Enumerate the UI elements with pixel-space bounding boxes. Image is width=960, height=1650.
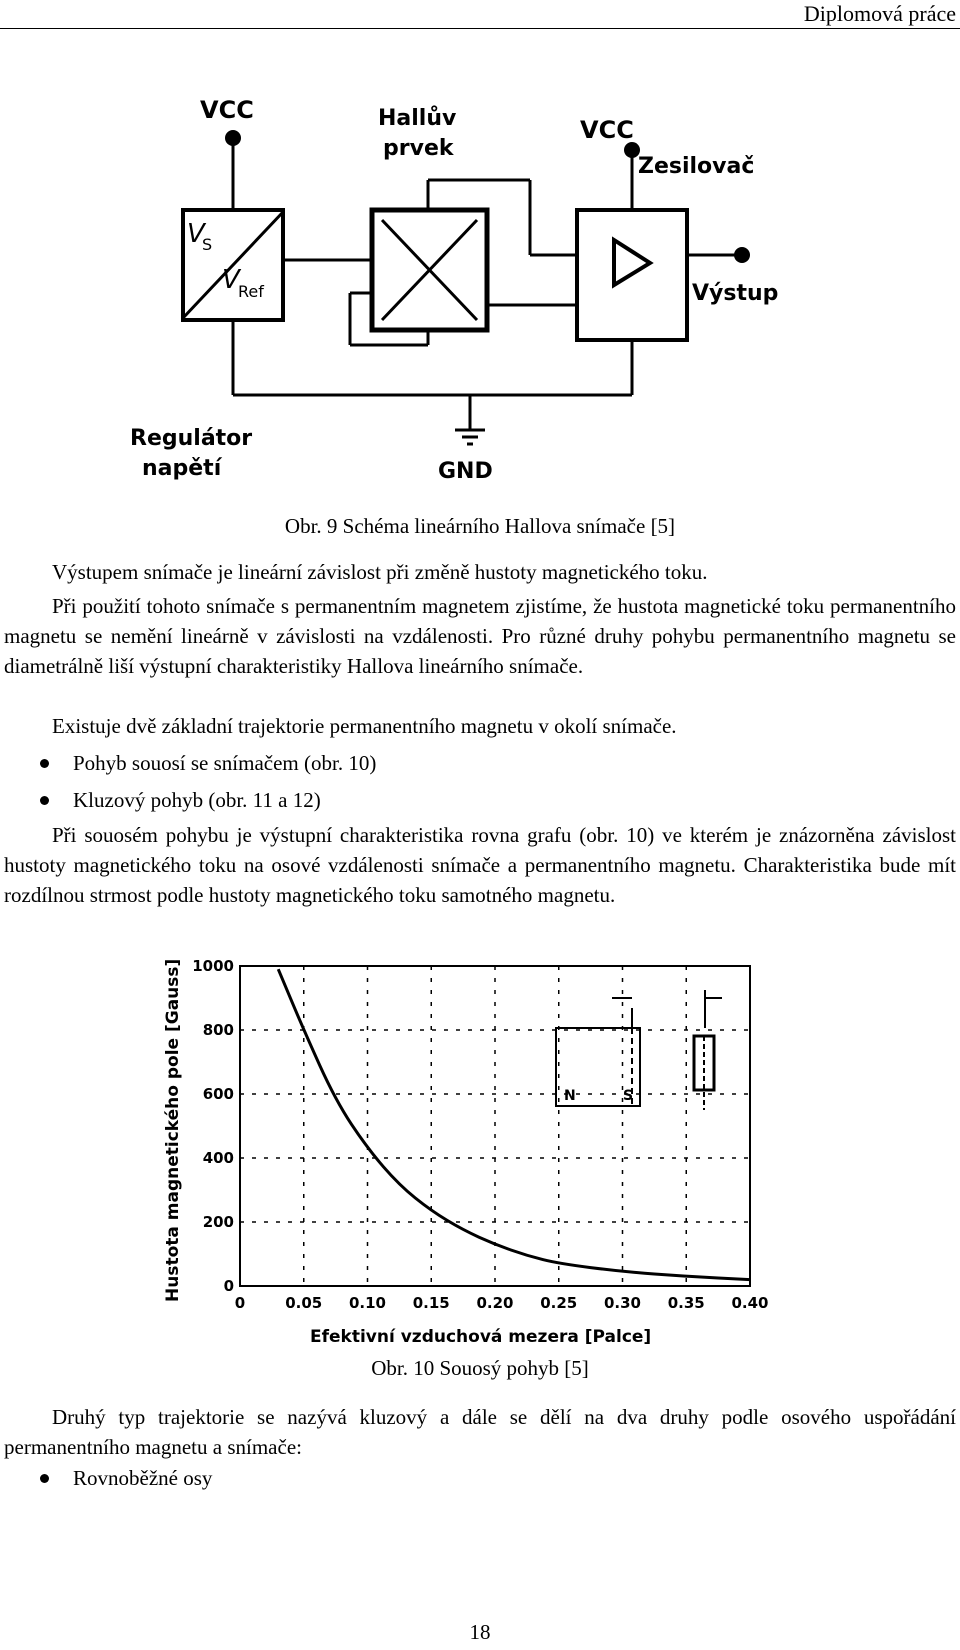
magnet-s-label: S — [623, 1088, 634, 1104]
magnet-diagram — [556, 990, 722, 1110]
y-tick-label: 0 — [223, 1277, 234, 1295]
x-tick-label: 0.40 — [731, 1294, 769, 1312]
vcc-left-label: VCC — [200, 96, 254, 124]
paragraph-1: Výstupem snímače je lineární závislost při změně hustoty magnetického toku. — [52, 560, 708, 584]
bullet-icon — [40, 796, 49, 805]
paragraph-5: Druhý typ trajektorie se nazývá kluzový a dále se dělí na dva druhy podle osového uspořádání permanentního magnetu a snímače: — [4, 1405, 956, 1459]
hall-sensor-schematic — [0, 60, 960, 510]
x-tick-label: 0.25 — [540, 1294, 578, 1312]
y-tick-label: 1000 — [192, 957, 234, 975]
y-tick-label: 400 — [202, 1149, 234, 1167]
vref-sub-label: Ref — [238, 282, 264, 301]
x-tick-label: 0.10 — [348, 1294, 387, 1312]
figure9-caption: Obr. 9 Schéma lineárního Hallova snímače [5] — [284, 514, 676, 538]
x-tick-label: 0.15 — [412, 1294, 450, 1312]
bullet-icon — [40, 759, 49, 768]
vref-label: V — [222, 265, 240, 295]
vs-sub-label: S — [202, 235, 213, 254]
y-tick-label: 600 — [202, 1085, 234, 1103]
hall-label-line2: prvek — [383, 136, 454, 161]
bullet-icon — [40, 1474, 49, 1483]
vs-label: V — [187, 219, 205, 249]
x-axis-label: Efektivní vzduchová mezera [Palce] — [310, 1327, 652, 1347]
x-tick-label: 0.05 — [285, 1294, 323, 1312]
magnetic-field-chart — [0, 950, 960, 1350]
header-rule — [0, 28, 960, 29]
list-item: Kluzový pohyb (obr. 11 a 12) — [40, 785, 321, 815]
x-tick-label: 0 — [234, 1294, 246, 1312]
amplifier-label: Zesilovač — [638, 154, 755, 179]
x-tick-label: 0.20 — [476, 1294, 514, 1312]
regulator-label-line2: napětí — [142, 456, 222, 481]
magnet-n-label: N — [564, 1088, 576, 1104]
amplifier-triangle — [614, 240, 650, 285]
y-tick-label: 200 — [202, 1213, 234, 1231]
paragraph-3: Existuje dvě základní trajektorie permanentního magnetu v okolí snímače. — [52, 714, 677, 738]
page-number: 18 — [469, 1620, 491, 1644]
paragraph-2: Při použití tohoto snímače s permanentním magnetem zjistíme, že hustota magnetické toku permanentního magnetu se nemění lineárně v závislosti na vzdálenosti. Pro různé druhy pohybu permanentního magnetu se diametrálně liší výstupní charakteristiky Hallova lineárního snímače. — [4, 594, 956, 678]
paragraph-4: Při souosém pohybu je výstupní charakteristika rovna grafu (obr. 10) ve kterém je znázorněna závislost hustoty magnetického toku na osové vzdálenosti snímače a permanentního magnetu. Charakteristika bude mít rozdílnou strmost podle hustoty magnetického toku samotného magnetu. — [4, 823, 956, 907]
header-title: Diplomová práce — [803, 1, 956, 26]
hall-label-line1: Hallův — [378, 106, 457, 131]
x-tick-label: 0.30 — [603, 1294, 642, 1312]
list-item: Pohyb souosí se snímačem (obr. 10) — [40, 748, 376, 778]
y-tick-label: 800 — [202, 1021, 234, 1039]
y-axis-label: Hustota magnetického pole [Gauss] — [163, 958, 183, 1302]
figure10-caption: Obr. 10 Souosý pohyb [5] — [371, 1356, 589, 1380]
gnd-label: GND — [438, 459, 493, 484]
series-line — [278, 969, 750, 1279]
x-tick-label: 0.35 — [667, 1294, 705, 1312]
output-terminal — [734, 247, 750, 263]
vcc-right-label: VCC — [580, 116, 634, 144]
list-item: Rovnoběžné osy — [40, 1463, 212, 1493]
output-label: Výstup — [692, 281, 779, 306]
vcc-left-terminal — [225, 130, 241, 146]
regulator-label-line1: Regulátor — [130, 426, 253, 451]
